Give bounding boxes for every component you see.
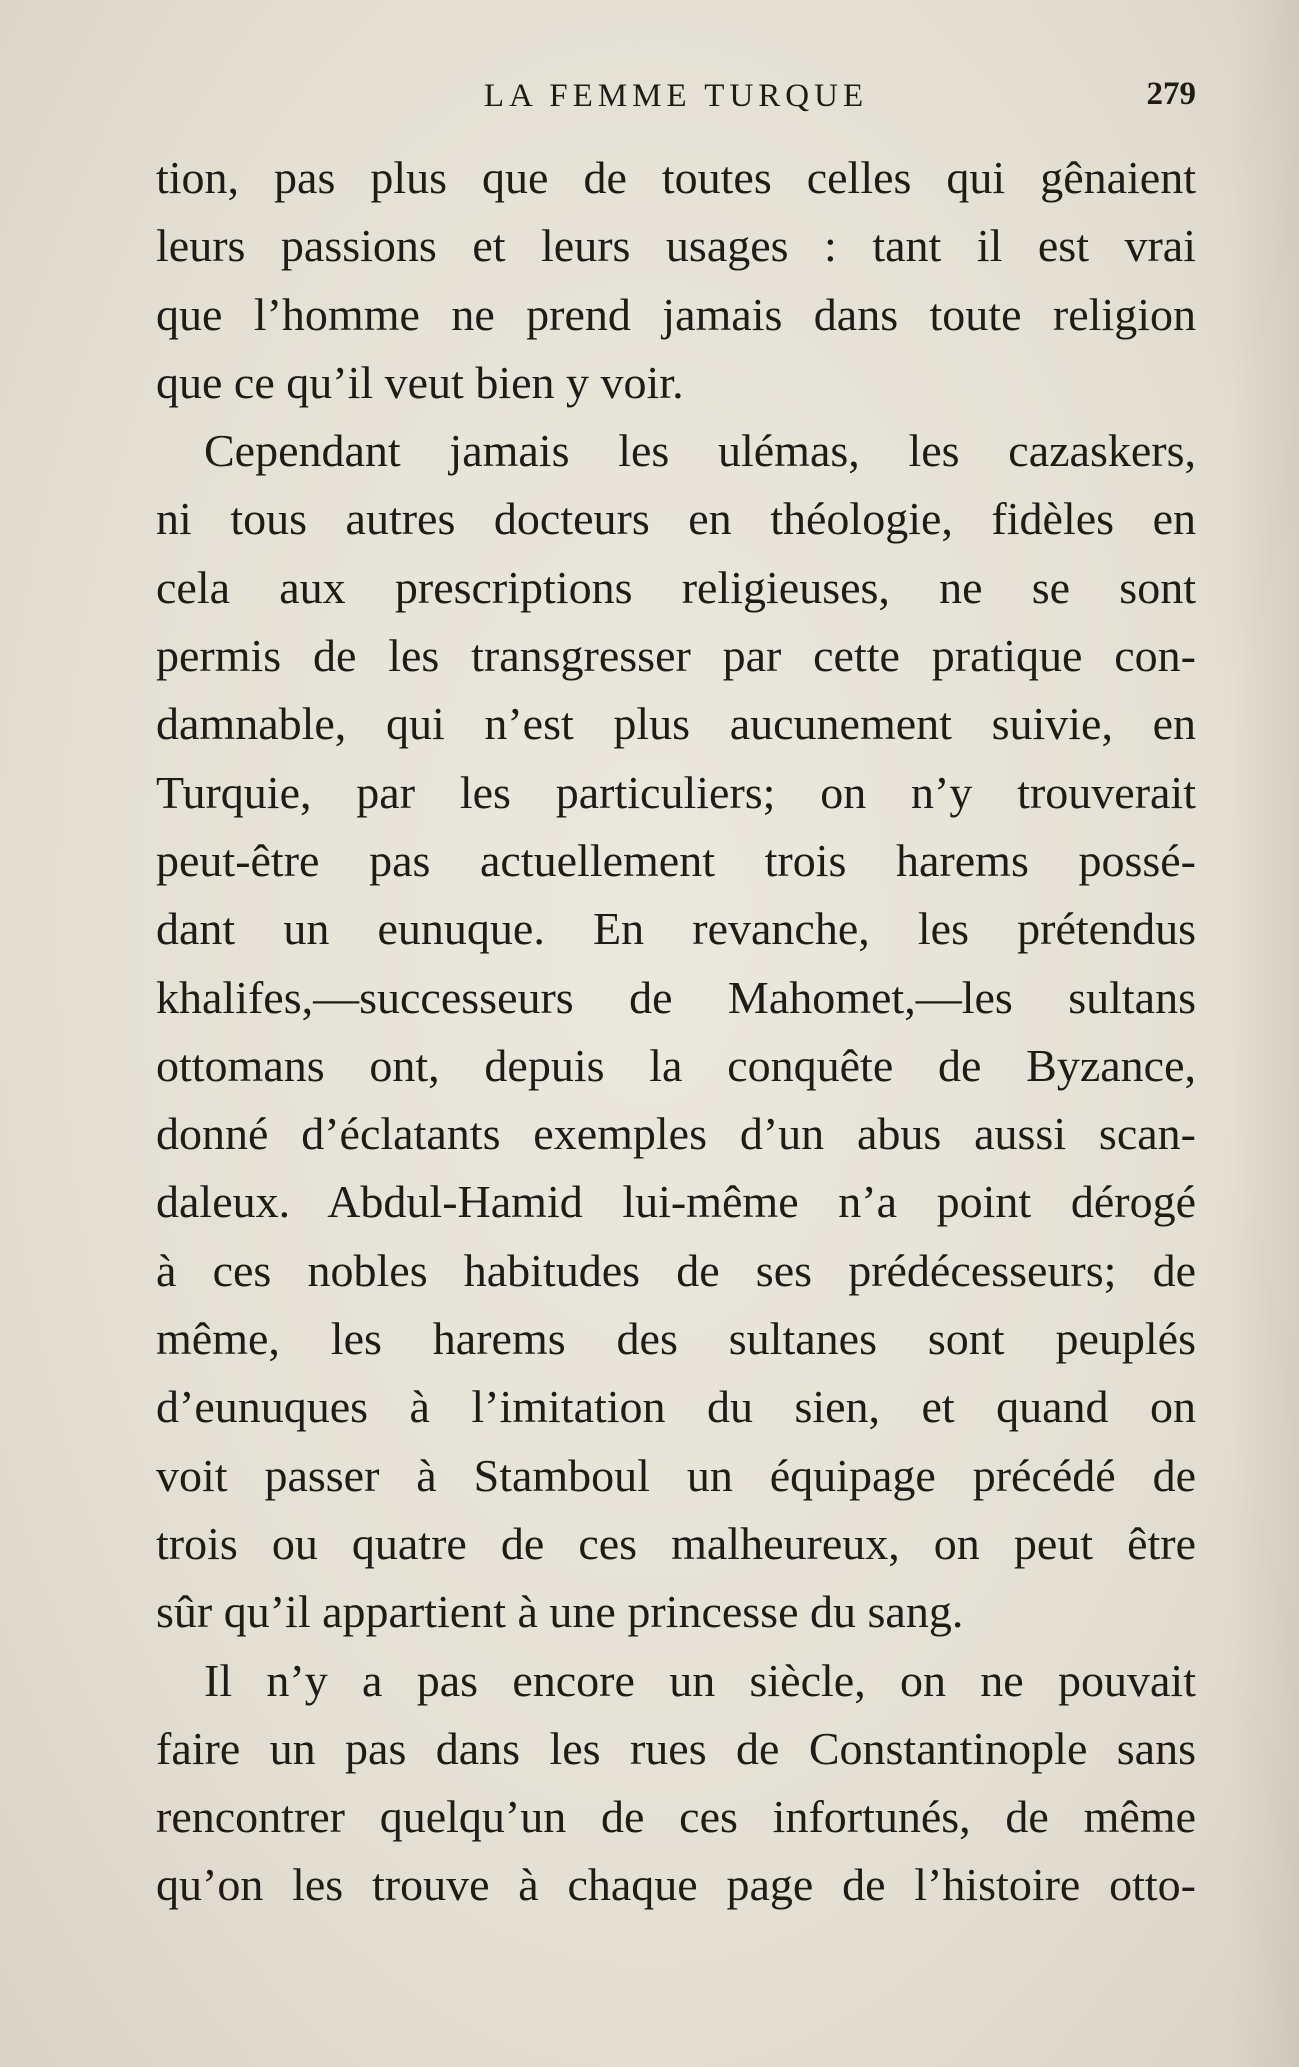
text-line: trois ou quatre de ces malheureux, on peut être [156,1517,1196,1569]
page-edge-shadow [1229,0,1299,2067]
text-line: donné d’éclatants exemples d’un abus aussi scan- [156,1108,1196,1160]
text-line: ni tous autres docteurs en théologie, fidèles en [156,493,1196,545]
text-line: cela aux prescriptions religieuses, ne se sont [156,561,1196,613]
page-number: 279 [1146,76,1196,112]
text-line: sûr qu’il appartient à une princesse du sang. [156,1586,964,1638]
paragraph-1 [156,144,1196,417]
text-line: que ce qu’il veut bien y voir. [156,356,684,408]
text-line: damnable, qui n’est plus aucunement suivie, en [156,698,1196,750]
running-title: LA FEMME TURQUE [483,78,869,114]
text-line: daleux. Abdul-Hamid lui-même n’a point dérogé [156,1176,1196,1228]
text-line: que l’homme ne prend jamais dans toute religion [156,288,1196,340]
text-line: même, les harems des sultanes sont peuplés [156,1313,1196,1365]
text-line: peut-être pas actuellement trois harems possé- [156,834,1196,886]
text-line: Turquie, par les particuliers; on n’y trouverait [156,766,1196,818]
running-head [156,72,1196,122]
text-line: à ces nobles habitudes de ses prédécesseurs; de [156,1244,1196,1296]
text-line: Il n’y a pas encore un siècle, on ne pouvait [204,1654,1196,1706]
paragraph-2 [156,417,1196,1646]
text-line: d’eunuques à l’imitation du sien, et quand on [156,1381,1196,1433]
text-line: voit passer à Stamboul un équipage précédé de [156,1449,1196,1501]
text-line: faire un pas dans les rues de Constantinople sans [156,1722,1196,1774]
text-line: leurs passions et leurs usages : tant il est vrai [156,220,1196,272]
text-line: Cependant jamais les ulémas, les cazaskers, [204,425,1196,477]
text-line: dant un eunuque. En revanche, les prétendus [156,903,1196,955]
body-text [156,144,1196,1920]
text-line: tion, pas plus que de toutes celles qui gênaient [156,152,1196,203]
text-line: khalifes,—successeurs de Mahomet,—les sultans [156,971,1196,1023]
text-line: ottomans ont, depuis la conquête de Byzance, [156,1039,1196,1091]
paragraph-3 [156,1647,1196,1920]
text-line: rencontrer quelqu’un de ces infortunés, de même [156,1791,1196,1843]
text-line: qu’on les trouve à chaque page de l’histoire otto- [156,1859,1196,1911]
text-line: permis de les transgresser par cette pratique con- [156,630,1196,682]
